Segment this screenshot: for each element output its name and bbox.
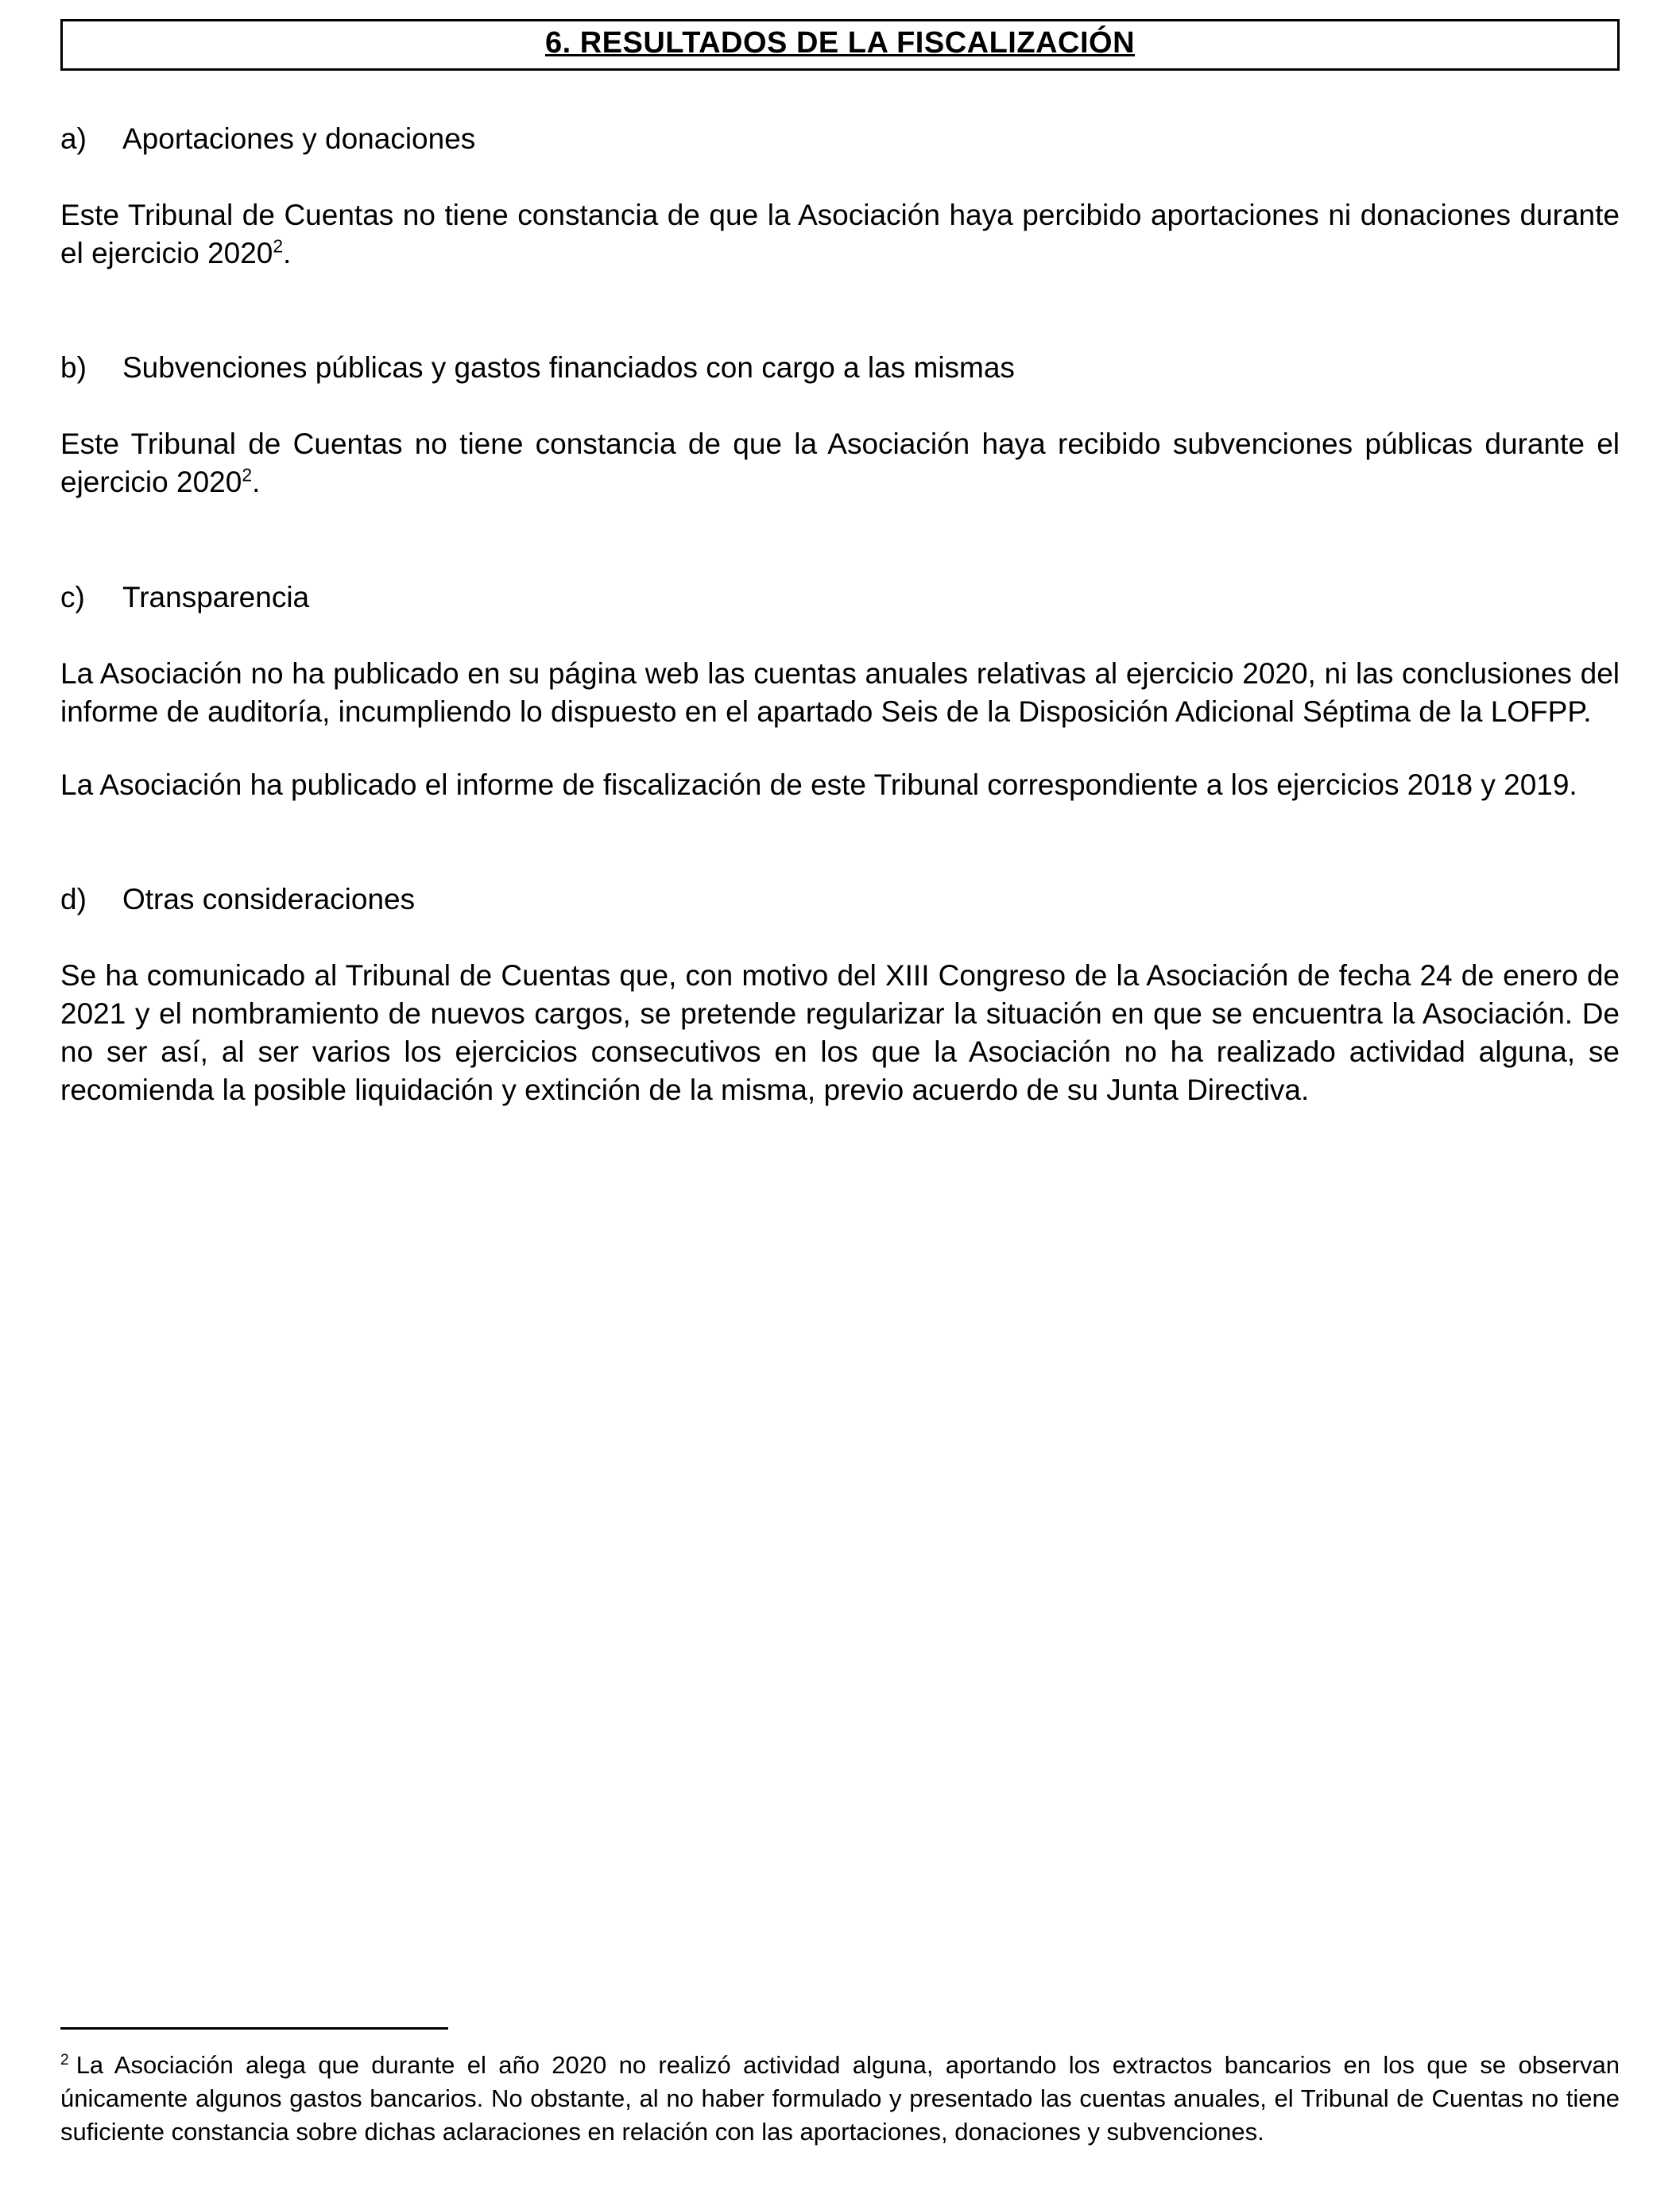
footnote-body: La Asociación alega que durante el año 2020 no realizó actividad alguna, aportando los extractos bancarios en los que se observan únicamente algunos gastos bancarios. No obstante, al no haber formulado y presentado las cuentas anuales, el Tribunal de Cuentas no tiene suficiente constancia sobre dichas aclaraciones en relación con las aportaciones, donaciones y subvenciones. [60, 2051, 1620, 2146]
paragraph-text: . [252, 466, 261, 499]
paragraph-text: La Asociación ha publicado el informe de fiscalización de este Tribunal correspondiente a los ejercicios 2018 y 2019. [60, 768, 1577, 801]
paragraph-text: Este Tribunal de Cuentas no tiene constancia de que la Asociación haya percibido aportaciones ni donaciones durante el ejercicio 2020 [60, 199, 1620, 270]
footnote-divider [60, 2027, 448, 2030]
paragraph [60, 766, 1620, 804]
section-heading [60, 579, 1620, 617]
section-otras-consideraciones [60, 880, 1620, 1109]
paragraph-text: Este Tribunal de Cuentas no tiene constancia de que la Asociación haya recibido subvenciones públicas durante el ejercicio 2020 [60, 428, 1620, 499]
footnote-marker: 2 [60, 2052, 69, 2069]
section-aportaciones [60, 120, 1620, 273]
paragraph-text: Se ha comunicado al Tribunal de Cuentas que, con motivo del XIII Congreso de la Asociación de fecha 24 de enero de 2021 y el nombramiento de nuevos cargos, se pretende regularizar la situación en que se encuentra la Asociación. De no ser así, al ser varios los ejercicios consecutivos en los que la Asociación no ha realizado actividad alguna, se recomienda la posible liquidación y extinción de la misma, previo acuerdo de su Junta Directiva. [60, 959, 1620, 1107]
section-label: b) [60, 351, 87, 385]
title-box [60, 19, 1620, 71]
section-label: c) [60, 580, 85, 613]
section-label: d) [60, 882, 87, 915]
paragraph [60, 425, 1620, 501]
paragraph-text: La Asociación no ha publicado en su página web las cuentas anuales relativas al ejercicio 2020, ni las conclusiones del informe de auditoría, incumpliendo lo dispuesto en el apartado Seis de la Disposición Adicional Séptima de la LOFPP. [60, 656, 1620, 728]
paragraph [60, 957, 1620, 1109]
footnote [60, 2027, 1620, 2149]
section-heading [60, 349, 1620, 387]
section-label: a) [60, 122, 87, 155]
footnote-text [60, 2049, 1620, 2149]
section-heading-text: Aportaciones y donaciones [122, 122, 476, 155]
section-heading [60, 880, 1620, 919]
section-heading-text: Subvenciones públicas y gastos financiados con cargo a las mismas [122, 351, 1015, 385]
footnote-ref: 2 [242, 465, 253, 486]
paragraph [60, 196, 1620, 273]
paragraph [60, 655, 1620, 731]
section-heading-text: Otras consideraciones [122, 882, 416, 915]
page-title: 6. RESULTADOS DE LA FISCALIZACIÓN [544, 26, 1136, 60]
footnote-ref: 2 [273, 235, 284, 257]
section-heading [60, 120, 1620, 158]
section-subvenciones [60, 349, 1620, 501]
section-heading-text: Transparencia [122, 580, 310, 613]
section-transparencia [60, 579, 1620, 804]
paragraph-text: . [283, 237, 292, 270]
document-body [60, 71, 1620, 1109]
